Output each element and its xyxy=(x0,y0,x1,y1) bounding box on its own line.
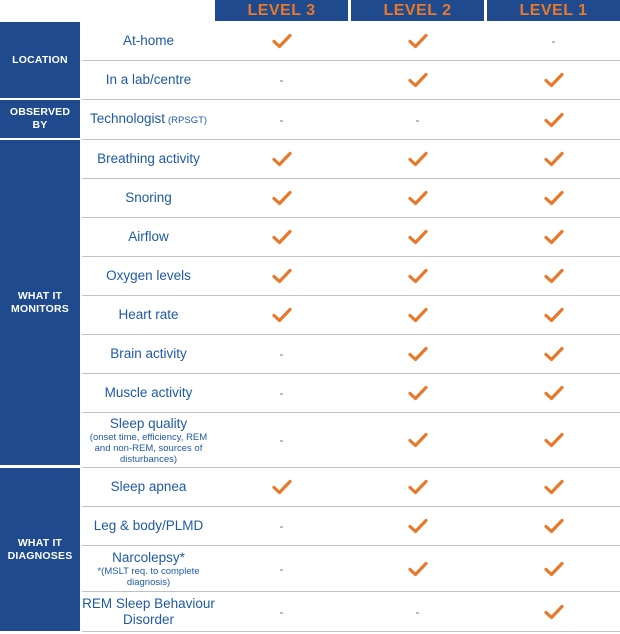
row-label-text: Sleep quality xyxy=(109,415,188,431)
level-3-cell xyxy=(215,257,348,295)
level-3-cell xyxy=(215,22,348,60)
checkmark-icon xyxy=(544,432,564,448)
checkmark-icon xyxy=(544,72,564,88)
dash: - xyxy=(279,604,284,619)
row-label xyxy=(82,468,215,506)
row-label-text: Sleep apnea xyxy=(110,479,187,494)
level-2-cell xyxy=(351,374,484,412)
row-label-text: Technologist xyxy=(89,110,165,126)
level-2-cell xyxy=(351,22,484,60)
checkmark-icon xyxy=(272,151,292,167)
level-1-cell xyxy=(487,257,620,295)
table-row xyxy=(82,179,620,218)
checkmark-icon xyxy=(408,72,428,88)
level-3-cell xyxy=(215,335,348,373)
checkmark-icon xyxy=(408,151,428,167)
level-1-cell xyxy=(487,413,620,467)
level-3-cell xyxy=(215,218,348,256)
row-label-text: REM Sleep Behaviour Disorder xyxy=(82,595,215,627)
row-label xyxy=(82,335,215,373)
level-1-cell xyxy=(487,335,620,373)
row-label xyxy=(82,179,215,217)
checkmark-icon xyxy=(408,229,428,245)
dash: - xyxy=(279,347,284,361)
section-what-it-diagnoses: WHAT IT DIAGNOSES xyxy=(0,468,80,631)
row-label-text: Leg & body/PLMD xyxy=(93,518,204,533)
level-3-cell xyxy=(215,179,348,217)
level-1-cell xyxy=(487,140,620,178)
row-label xyxy=(82,61,215,99)
table-row xyxy=(82,218,620,257)
checkmark-icon xyxy=(544,307,564,323)
row-label-text: Breathing activity xyxy=(97,151,200,166)
table-row xyxy=(82,592,620,632)
table-row xyxy=(82,61,620,100)
section-what-it-monitors: WHAT IT MONITORS xyxy=(0,140,80,465)
dash: - xyxy=(279,73,284,87)
level-1-cell xyxy=(487,296,620,334)
row-label-text: Airflow xyxy=(128,229,169,244)
level-2-cell xyxy=(351,296,484,334)
row-label xyxy=(82,374,215,412)
row-label-text: Oxygen levels xyxy=(106,268,191,283)
row-label-text: Brain activity xyxy=(110,346,187,361)
row-label-note: (onset time, efficiency, REM and non-REM, sources of disturbances) xyxy=(89,431,208,465)
checkmark-icon xyxy=(408,561,428,577)
row-label-text: Narcolepsy* xyxy=(112,549,185,565)
level-2-cell xyxy=(351,413,484,467)
checkmark-icon xyxy=(544,112,564,128)
checkmark-icon xyxy=(408,33,428,49)
level-2-cell xyxy=(351,61,484,99)
row-label-text: In a lab/centre xyxy=(105,72,192,87)
table-row xyxy=(82,413,620,468)
checkmark-icon xyxy=(544,268,564,284)
row-label xyxy=(82,140,215,178)
row-label xyxy=(82,218,215,256)
level-1-cell xyxy=(487,22,620,60)
checkmark-icon xyxy=(544,346,564,362)
table-row xyxy=(82,468,620,507)
table-row xyxy=(82,335,620,374)
level-2-header: LEVEL 2 xyxy=(351,0,484,21)
row-label-text: At-home xyxy=(122,33,175,48)
level-3-cell xyxy=(215,592,348,631)
level-2-cell xyxy=(351,507,484,545)
level-2-cell xyxy=(351,100,484,139)
level-1-cell xyxy=(487,179,620,217)
checkmark-icon xyxy=(408,479,428,495)
level-3-cell xyxy=(215,413,348,467)
checkmark-icon xyxy=(408,268,428,284)
table-row xyxy=(82,140,620,179)
level-1-cell xyxy=(487,100,620,139)
level-3-cell xyxy=(215,546,348,591)
checkmark-icon xyxy=(408,432,428,448)
row-label xyxy=(82,592,215,631)
row-label xyxy=(82,507,215,545)
level-2-cell xyxy=(351,546,484,591)
row-label xyxy=(82,257,215,295)
checkmark-icon xyxy=(272,190,292,206)
checkmark-icon xyxy=(272,268,292,284)
checkmark-icon xyxy=(408,190,428,206)
level-1-cell xyxy=(487,61,620,99)
dash: - xyxy=(415,112,420,127)
checkmark-icon xyxy=(544,190,564,206)
table-row xyxy=(82,546,620,592)
level-1-cell xyxy=(487,468,620,506)
table-row xyxy=(82,507,620,546)
row-label-text: Snoring xyxy=(125,190,172,205)
checkmark-icon xyxy=(408,307,428,323)
row-label xyxy=(82,296,215,334)
checkmark-icon xyxy=(272,479,292,495)
table-row xyxy=(82,22,620,61)
dash: - xyxy=(415,604,420,619)
level-2-cell xyxy=(351,257,484,295)
dash: - xyxy=(279,561,284,576)
dash: - xyxy=(279,519,284,533)
level-1-cell xyxy=(487,218,620,256)
section-location: LOCATION xyxy=(0,22,80,98)
section-observed-by: OBSERVED BY xyxy=(0,100,80,138)
row-label-suffix: (RPSGT) xyxy=(168,114,208,126)
table-row xyxy=(82,257,620,296)
checkmark-icon xyxy=(408,385,428,401)
row-label-note: *(MSLT req. to complete diagnosis) xyxy=(97,565,200,588)
level-3-cell xyxy=(215,61,348,99)
row-label-text: Heart rate xyxy=(118,307,179,322)
level-3-cell xyxy=(215,296,348,334)
level-1-cell xyxy=(487,592,620,631)
dash: - xyxy=(279,386,284,400)
level-2-cell xyxy=(351,179,484,217)
level-1-cell xyxy=(487,546,620,591)
checkmark-icon xyxy=(544,229,564,245)
dash: - xyxy=(279,112,284,127)
level-3-header: LEVEL 3 xyxy=(215,0,348,21)
level-3-cell xyxy=(215,374,348,412)
checkmark-icon xyxy=(272,33,292,49)
level-2-cell xyxy=(351,468,484,506)
level-2-cell xyxy=(351,218,484,256)
level-3-cell xyxy=(215,140,348,178)
level-3-cell xyxy=(215,100,348,139)
checkmark-icon xyxy=(408,518,428,534)
checkmark-icon xyxy=(544,479,564,495)
level-2-cell xyxy=(351,592,484,631)
level-2-cell xyxy=(351,140,484,178)
checkmark-icon xyxy=(544,518,564,534)
level-3-cell xyxy=(215,507,348,545)
level-1-cell xyxy=(487,507,620,545)
table-row xyxy=(82,374,620,413)
row-label xyxy=(82,413,215,467)
row-label xyxy=(82,22,215,60)
checkmark-icon xyxy=(544,604,564,620)
level-3-cell xyxy=(215,468,348,506)
row-label xyxy=(82,546,215,591)
table-row xyxy=(82,296,620,335)
checkmark-icon xyxy=(408,346,428,362)
table-row xyxy=(82,100,620,140)
level-1-header: LEVEL 1 xyxy=(487,0,620,21)
checkmark-icon xyxy=(544,385,564,401)
checkmark-icon xyxy=(544,151,564,167)
checkmark-icon xyxy=(544,561,564,577)
level-1-cell xyxy=(487,374,620,412)
row-label-text: Muscle activity xyxy=(104,385,193,400)
checkmark-icon xyxy=(272,229,292,245)
dash: - xyxy=(279,433,284,447)
dash: - xyxy=(551,34,556,48)
checkmark-icon xyxy=(272,307,292,323)
level-2-cell xyxy=(351,335,484,373)
row-label xyxy=(82,100,215,139)
